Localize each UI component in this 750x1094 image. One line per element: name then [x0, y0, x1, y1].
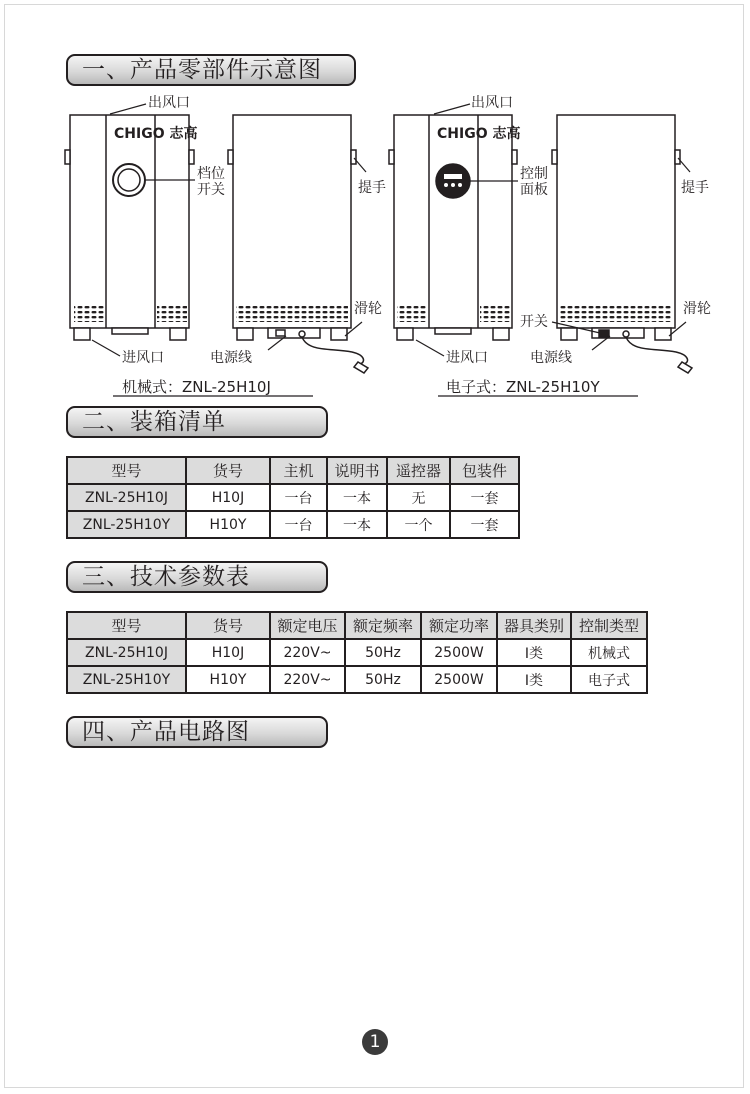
table-cell: 机械式 — [571, 639, 647, 666]
label-handle-electronic: 提手 — [681, 180, 709, 196]
heater-mechanical-front — [65, 115, 194, 340]
table-cell: H10J — [186, 484, 270, 511]
label-inlet-electronic: 进风口 — [446, 350, 488, 366]
header-cell: 型号 — [67, 612, 186, 639]
product-diagram — [0, 0, 750, 400]
header-cell: 控制类型 — [571, 612, 647, 639]
table-cell: ZNL-25H10Y — [67, 511, 186, 538]
table-cell: 无 — [387, 484, 450, 511]
table-cell: H10Y — [186, 666, 270, 693]
table-cell: H10J — [186, 639, 270, 666]
table-cell: I类 — [497, 639, 571, 666]
label-panel-line1: 控制 — [520, 166, 548, 182]
table-header-row — [67, 457, 519, 484]
table-cell: 50Hz — [345, 666, 421, 693]
table-cell: ZNL-25H10J — [67, 639, 186, 666]
label-knob-line1: 档位 — [197, 166, 225, 182]
section-header-specs: 三、技术参数表 — [66, 561, 328, 593]
label-outlet-mechanical: 出风口 — [148, 95, 190, 111]
label-inlet-mechanical: 进风口 — [122, 350, 164, 366]
table-cell: 50Hz — [345, 639, 421, 666]
section-header-parts: 一、产品零部件示意图 — [66, 54, 356, 86]
header-cell: 遥控器 — [387, 457, 450, 484]
table-cell: 一个 — [387, 511, 450, 538]
header-cell: 额定功率 — [421, 612, 497, 639]
table-cell: 2500W — [421, 639, 497, 666]
header-cell: 型号 — [67, 457, 186, 484]
label-handle-mechanical: 提手 — [358, 180, 386, 196]
table-header-row — [67, 612, 647, 639]
table-cell: 一套 — [450, 484, 519, 511]
header-cell: 说明书 — [327, 457, 387, 484]
section-header-packing: 二、装箱清单 — [66, 406, 328, 438]
table-cell: 一台 — [270, 511, 327, 538]
section-header-circuit: 四、产品电路图 — [66, 716, 328, 748]
label-knob-line2: 开关 — [197, 182, 225, 198]
packing-list-table — [66, 456, 520, 539]
brand-logo-electronic: CHIGO 志高 — [437, 126, 521, 142]
table-cell: ZNL-25H10Y — [67, 666, 186, 693]
header-cell: 主机 — [270, 457, 327, 484]
header-cell: 货号 — [186, 457, 270, 484]
table-cell: 一套 — [450, 511, 519, 538]
table-cell: H10Y — [186, 511, 270, 538]
model-mechanical: 机械式：ZNL-25H10J — [122, 378, 271, 396]
header-cell: 货号 — [186, 612, 270, 639]
brand-logo-mechanical: CHIGO 志高 — [114, 126, 198, 142]
label-panel-line2: 面板 — [520, 182, 548, 198]
table-cell: 220V~ — [270, 639, 345, 666]
table-row — [67, 666, 647, 693]
table-cell: 一本 — [327, 511, 387, 538]
header-cell: 包装件 — [450, 457, 519, 484]
label-outlet-electronic: 出风口 — [471, 95, 513, 111]
table-row — [67, 511, 519, 538]
page-number: 1 — [362, 1029, 388, 1055]
table-cell: I类 — [497, 666, 571, 693]
technical-specs-table — [66, 611, 648, 694]
label-cord-mechanical: 电源线 — [210, 350, 252, 366]
table-cell: 2500W — [421, 666, 497, 693]
header-cell: 额定电压 — [270, 612, 345, 639]
header-cell: 器具类别 — [497, 612, 571, 639]
label-cord-electronic: 电源线 — [530, 350, 572, 366]
table-cell: ZNL-25H10J — [67, 484, 186, 511]
label-wheel-mechanical: 滑轮 — [354, 301, 382, 317]
table-row — [67, 484, 519, 511]
table-cell: 一台 — [270, 484, 327, 511]
label-wheel-electronic: 滑轮 — [683, 301, 711, 317]
table-cell: 一本 — [327, 484, 387, 511]
header-cell: 额定频率 — [345, 612, 421, 639]
model-electronic: 电子式：ZNL-25H10Y — [446, 378, 600, 396]
heater-electronic-front — [389, 115, 517, 340]
table-cell: 220V~ — [270, 666, 345, 693]
table-cell: 电子式 — [571, 666, 647, 693]
table-row — [67, 639, 647, 666]
label-switch-electronic: 开关 — [520, 314, 548, 330]
